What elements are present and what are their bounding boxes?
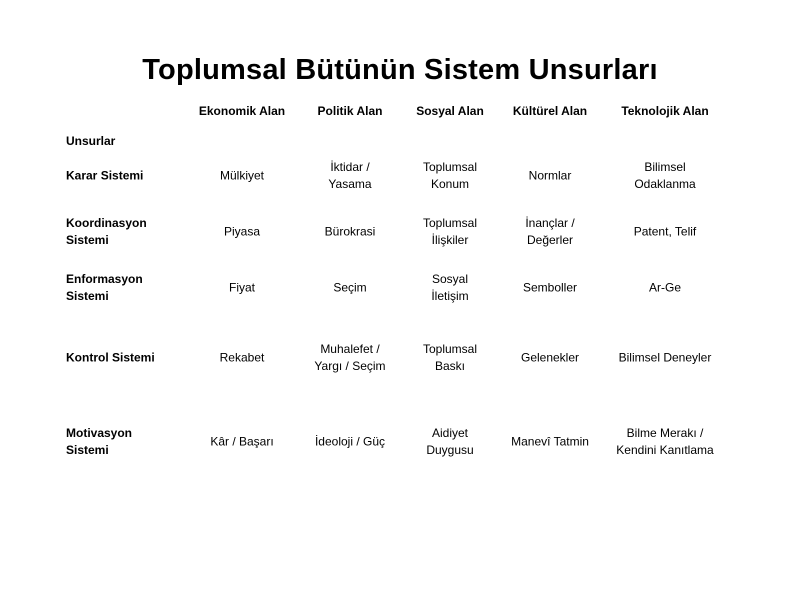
row-label: Kontrol Sistemi (66, 350, 155, 365)
table-cell: Bilimsel Odaklanma (634, 160, 696, 191)
table-cell: Gelenekler (520, 350, 580, 365)
row-label: Koordinasyon Sistemi (66, 216, 147, 247)
table-cell: Piyasa (223, 224, 261, 239)
slide-title: Toplumsal Bütünün Sistem Unsurları (142, 54, 658, 86)
table-cell: Bürokrasi (324, 224, 376, 239)
table-cell: Bilme Merakı / Kendini Kanıtlama (616, 426, 714, 457)
row-header-unsurlar: Unsurlar (66, 134, 116, 148)
table-cell: Ar-Ge (648, 280, 681, 295)
table-cell: Bilimsel Deneyler (618, 350, 712, 365)
column-header-ekonomik: Ekonomik Alan (198, 104, 286, 118)
table-cell: Toplumsal İlişkiler (422, 216, 478, 247)
table-cell: Rekabet (219, 350, 265, 365)
table-cell: Mülkiyet (219, 168, 264, 183)
table-cell: İktidar / Yasama (328, 160, 372, 191)
table-cell: Aidiyet Duygusu (426, 426, 474, 457)
table-cell: Semboller (522, 280, 578, 295)
table-cell: Manevî Tatmin (511, 434, 589, 449)
table-cell: Fiyat (228, 280, 255, 295)
row-label: Enformasyon Sistemi (66, 272, 143, 303)
table-cell: Patent, Telif (633, 224, 697, 239)
column-header-politik: Politik Alan (317, 104, 383, 118)
row-label: Motivasyon Sistemi (66, 426, 133, 457)
table-cell: Toplumsal Konum (422, 160, 478, 191)
table-cell: Kâr / Başarı (210, 434, 274, 449)
table-cell: Muhalefet / Yargı / Seçim (314, 342, 386, 373)
table-cell: Seçim (333, 280, 367, 295)
column-header-kulturel: Kültürel Alan (512, 104, 588, 118)
table-cell: İdeoloji / Güç (314, 434, 386, 449)
table-cell: Sosyal İletişim (431, 272, 469, 303)
table-cell: Toplumsal Baskı (422, 342, 478, 373)
table-cell: İnançlar / Değerler (525, 216, 575, 247)
column-header-sosyal: Sosyal Alan (416, 104, 484, 118)
column-header-teknolojik: Teknolojik Alan (621, 104, 709, 118)
row-label: Karar Sistemi (66, 168, 144, 183)
table-cell: Normlar (528, 168, 572, 183)
